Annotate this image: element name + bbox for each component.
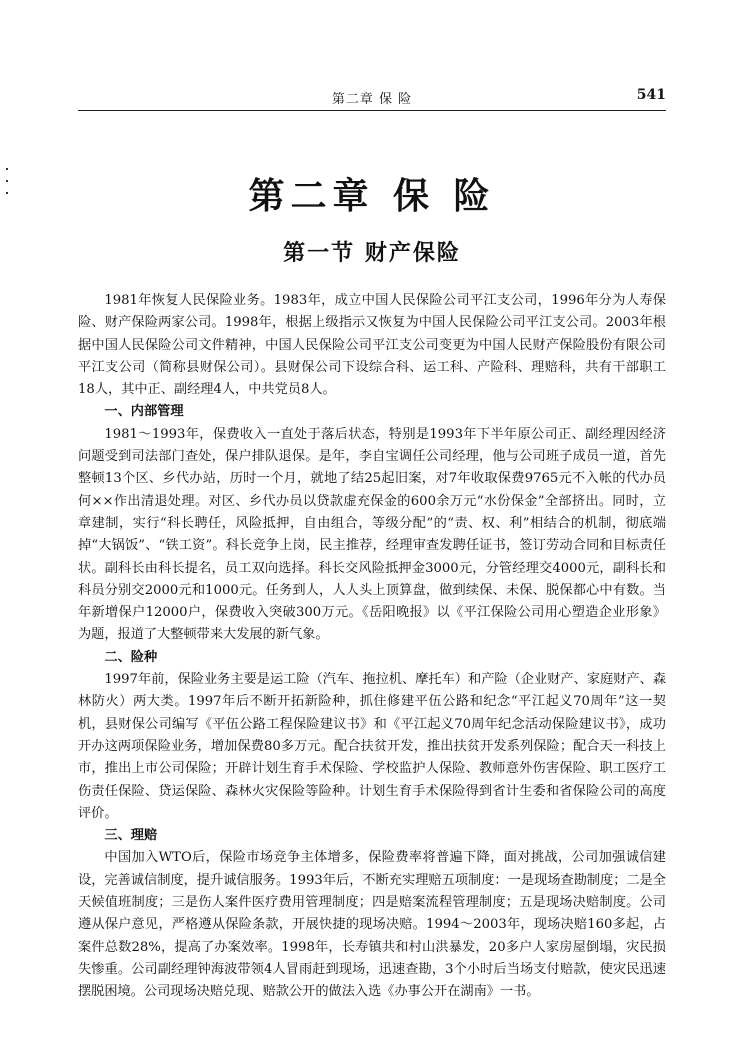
running-header-title: 第二章 保 险 <box>331 92 413 107</box>
section-title: 第一节 财产保险 <box>283 241 461 266</box>
page-number: 541 <box>636 87 666 103</box>
chapter-title: 第二章 保 险 <box>248 175 496 217</box>
subheading-insurance-types: 二、险种 <box>104 649 158 665</box>
margin-marks <box>6 168 10 208</box>
subheading-internal-management: 一、内部管理 <box>104 404 184 420</box>
intro-paragraph: 1981年恢复人民保险业务。1983年，成立中国人民保险公司平江支公司，1996年分为人寿保险、财产保险两家公司。1998年，根据上级指示又恢复为中国人民保险公司平江支公司。2003年根据中国人民保险公司文件精神，中国人民保险公司平江支公司变更为中国人民财产保险股份有限公司平江支公司（简称县财保公司）。县财保公司下设综合科、运工科、产险科、理赔科，共有干部职工18人，其中正、副经理4人，中共党员8人。 <box>78 293 666 398</box>
subheading-claims: 三、理赔 <box>104 828 158 844</box>
margin-dot <box>6 192 8 194</box>
paragraph-internal-management: 1981～1993年，保费收入一直处于落后状态，特别是1993年下半年原公司正、副经理因经济问题受到司法部门查处，保户排队退保。是年，李自宝调任公司经理，他与公司班子成员一道，首先整顿13个区、乡代办站，历时一个月，就地了结25起旧案，对7年收取保费9765元不入帐的代办员何××作出清退处理。对区、乡代办员以贷款虚充保金的600余万元“水份保金”全部挤出。同时，立章建制，实行“科长聘任，风险抵押，自由组合，等级分配”的“责、权、利”相结合的机制，彻底端掉“大锅饭”、“铁工资”。科长竞争上岗，民主推荐，经理审查发聘任证书，签订劳动合同和目标责任状。副科长由科长提名，员工双向选择。科长交风险抵押金3000元，分管经理交4000元，副科长和科员分别交2000元和1000元。任务到人，人人头上顶算盘，做到续保、未保、脱保都心中有数。当年新增保户12000户，保费收入突破300万元。《岳阳晚报》以《平江保险公司用心塑造企业形象》为题，报道了大整顿带来大发展的新气象。 <box>78 426 666 643</box>
margin-dot <box>6 168 8 170</box>
body-text <box>78 290 666 1004</box>
paragraph-claims: 中国加入WTO后，保险市场竞争主体增多，保险费率将普遍下降，面对挑战，公司加强诚信建设，完善诚信制度，提升诚信服务。1993年后，不断充实理赔五项制度：一是现场查勘制度；二是全天候值班制度；三是伤人案件医疗费用管理制度；四是赔案流程管理制度；五是现场决赔制度。公司遵从保户意见，严格遵从保险条款，开展快捷的现场决赔。1994～2003年，现场决赔160多起，占案件总数28%，提高了办案效率。1998年，长寿镇共和村山洪暴发，20多户人家房屋倒塌，灾民损失惨重。公司副经理钟海波带领4人冒雨赶到现场，迅速查勘，3个小时后当场支付赔款，使灾民迅速摆脱困境。公司现场决赔兑现、赔款公开的做法入选《办事公开在湖南》一书。 <box>78 850 666 1000</box>
running-header <box>78 86 666 111</box>
paragraph-insurance-types: 1997年前，保险业务主要是运工险（汽车、拖拉机、摩托车）和产险（企业财产、家庭财产、森林防火）两大类。1997年后不断开拓新险种，抓住修建平伍公路和纪念“平江起义70周年”这一契机，县财保公司编写《平伍公路工程保险建议书》和《平江起义70周年纪念活动保险建议书》，成功开办这两项保险业务，增加保费80多万元。配合扶贫开发，推出扶贫开发系列保险；配合天一科技上市，推出上市公司保险；开辟计划生育手术保险、学校监护人保险、教师意外伤害保险、职工医疗工伤责任保险、贷运保险、森林火灾保险等险种。计划生育手术保险得到省计生委和省保险公司的高度评价。 <box>78 672 666 821</box>
margin-dot <box>6 180 8 182</box>
